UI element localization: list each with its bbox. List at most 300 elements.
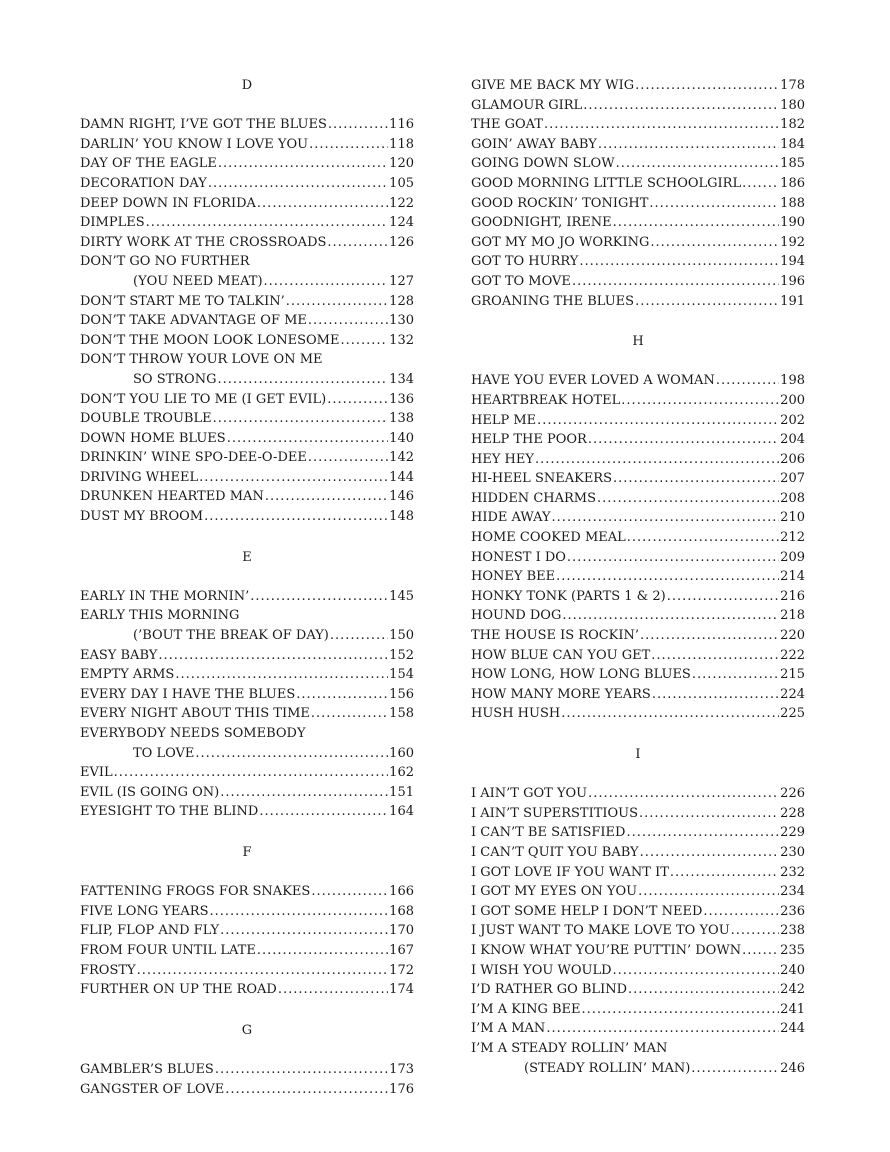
entry-title: FROM FOUR UNTIL LATE (80, 942, 256, 958)
entry-page-number: 128 (389, 293, 414, 309)
index-entry (471, 704, 805, 724)
dot-leader (217, 370, 388, 390)
index-entry (80, 783, 414, 803)
entry-title: I’M A STEADY ROLLIN’ MAN (471, 1040, 668, 1056)
section-letter-heading: I (635, 747, 641, 762)
index-entry (471, 450, 805, 470)
dot-leader (296, 685, 388, 705)
entry-page-number: 118 (389, 136, 414, 152)
entry-page-number: 215 (780, 667, 805, 683)
entry-title: DIRTY WORK AT THE CROSSROADS (80, 234, 327, 250)
entry-page-number: 142 (389, 450, 414, 466)
entry-title: GOIN’ AWAY BABY (471, 136, 597, 152)
dot-leader (556, 567, 779, 587)
index-section (471, 332, 805, 724)
dot-leader (691, 1059, 779, 1079)
entry-title: HUSH HUSH (471, 706, 561, 722)
index-entry-continuation (80, 272, 414, 292)
dot-leader (208, 174, 388, 194)
entry-title: GOT TO MOVE (471, 273, 571, 289)
index-entry (80, 409, 414, 429)
entry-title: DON’T TAKE ADVANTAGE OF ME (80, 313, 307, 329)
entry-page-number: 166 (389, 884, 414, 900)
index-entry (80, 961, 414, 981)
entry-page-number: 184 (780, 136, 805, 152)
entry-page-number: 164 (389, 804, 414, 820)
dot-leader (621, 391, 779, 411)
entry-page-number: 167 (389, 942, 414, 958)
entry-title: I CAN’T BE SATISFIED (471, 825, 626, 841)
dot-leader (635, 76, 779, 96)
index-entry (80, 154, 414, 174)
dot-leader (639, 804, 779, 824)
entry-title: DON’T YOU LIE TO ME (I GET EVIL) (80, 391, 327, 407)
entry-title: HIDDEN CHARMS (471, 490, 596, 506)
index-entry (80, 1080, 414, 1100)
index-entry (80, 174, 414, 194)
entry-title: EYESIGHT TO THE BLIND (80, 804, 259, 820)
index-entry (471, 1019, 805, 1039)
dot-leader (742, 941, 779, 961)
dot-leader (257, 941, 388, 961)
index-entry (80, 941, 414, 961)
entry-title: GOODNIGHT, IRENE (471, 215, 612, 231)
entry-title: TO LOVE (133, 745, 195, 761)
entry-page-number: 136 (389, 391, 414, 407)
entry-title: GAMBLER’S BLUES (80, 1061, 214, 1077)
entry-title: (’BOUT THE BREAK OF DAY) (133, 628, 329, 644)
index-entry (80, 233, 414, 253)
dot-leader (567, 548, 779, 568)
entry-title: GOT TO HURRY (471, 254, 579, 270)
dot-leader (158, 646, 388, 666)
entry-page-number: 192 (780, 234, 805, 250)
dot-leader (311, 704, 388, 724)
dot-leader (330, 626, 388, 646)
index-entry (80, 902, 414, 922)
entry-title: EMPTY ARMS (80, 667, 175, 683)
index-entry (471, 411, 805, 431)
entry-page-number: 216 (780, 588, 805, 604)
entry-title: GOING DOWN SLOW (471, 156, 615, 172)
dot-leader (731, 921, 780, 941)
entry-title: FROSTY (80, 962, 136, 978)
entry-page-number: 150 (389, 628, 414, 644)
entry-page-number: 132 (389, 332, 414, 348)
dot-leader (716, 371, 779, 391)
index-entry (80, 507, 414, 527)
entry-title: EVIL (IS GOING ON) (80, 784, 220, 800)
entry-title: GOOD ROCKIN’ TONIGHT (471, 195, 649, 211)
index-column-right (471, 76, 805, 1099)
entry-title: I GOT MY EYES ON YOU (471, 884, 638, 900)
entry-page-number: 140 (389, 430, 414, 446)
entry-page-number: 194 (780, 254, 805, 270)
entry-title: THE GOAT (471, 117, 544, 133)
entry-page-number: 144 (389, 469, 414, 485)
dot-leader (146, 213, 389, 233)
entry-title: HELP THE POOR (471, 432, 587, 448)
index-entry (471, 272, 805, 292)
dot-leader (546, 1019, 779, 1039)
index-entry (80, 331, 414, 351)
index-section (80, 548, 414, 822)
entry-title: HELP ME (471, 412, 537, 428)
dot-leader (213, 409, 389, 429)
entry-title: THE HOUSE IS ROCKIN’ (471, 628, 640, 644)
index-entry (471, 548, 805, 568)
dot-leader (598, 135, 779, 155)
entry-title: I’M A KING BEE (471, 1001, 581, 1017)
entry-page-number: 176 (389, 1081, 414, 1097)
entry-page-number: 124 (389, 215, 414, 231)
entry-title: HIDE AWAY (471, 510, 551, 526)
entry-page-number: 162 (389, 765, 414, 781)
entry-page-number: 236 (780, 903, 805, 919)
entry-title: GOOD MORNING LITTLE SCHOOLGIRL (471, 175, 742, 191)
entry-title: HONKY TONK (PARTS 1 & 2) (471, 588, 666, 604)
index-entry (80, 350, 414, 370)
dot-leader (535, 450, 779, 470)
entry-title: HEARTBREAK HOTEL (471, 392, 621, 408)
index-entry (80, 587, 414, 607)
entry-title: DAMN RIGHT, I’VE GOT THE BLUES (80, 117, 327, 133)
section-letter-heading: G (241, 1022, 253, 1038)
entry-page-number: 180 (780, 97, 805, 113)
index-entry (471, 135, 805, 155)
entry-title: HOW MANY MORE YEARS (471, 686, 651, 702)
entry-page-number: 234 (780, 884, 805, 900)
entry-title: I AIN’T SUPERSTITIOUS (471, 805, 639, 821)
entry-page-number: 224 (780, 686, 805, 702)
entry-page-number: 116 (389, 117, 414, 133)
index-section (80, 76, 414, 527)
index-entry (471, 252, 805, 272)
entry-title: GIVE ME BACK MY WIG (471, 78, 635, 93)
entry-title: I’D RATHER GO BLIND (471, 982, 627, 998)
entry-page-number: 151 (389, 784, 414, 800)
entry-title: DEEP DOWN IN FLORIDA (80, 195, 256, 211)
dot-leader (114, 763, 389, 783)
entry-page-number: 160 (389, 745, 414, 761)
index-entry (471, 174, 805, 194)
entry-title: HOUND DOG (471, 608, 562, 624)
index-entry (471, 646, 805, 666)
dot-leader (561, 704, 779, 724)
dot-leader (308, 311, 388, 331)
entry-page-number: 174 (389, 982, 414, 998)
entry-title: DIMPLES (80, 215, 145, 231)
index-entry (80, 704, 414, 724)
entry-title: EARLY IN THE MORNIN’ (80, 588, 250, 604)
index-column-left (80, 76, 414, 1120)
entry-title: DOUBLE TROUBLE (80, 411, 212, 427)
entry-page-number: 146 (389, 489, 414, 505)
entry-page-number: 235 (780, 942, 805, 958)
entry-title: HOW LONG, HOW LONG BLUES (471, 667, 691, 683)
dot-leader (582, 1000, 780, 1020)
entry-page-number: 218 (780, 608, 805, 624)
dot-leader (308, 448, 388, 468)
entry-title: EARLY THIS MORNING (80, 608, 240, 624)
entry-page-number: 230 (780, 844, 805, 860)
entry-title: FIVE LONG YEARS (80, 903, 209, 919)
entry-page-number: 240 (780, 962, 805, 978)
index-entry (471, 606, 805, 626)
entry-title: DECORATION DAY (80, 175, 207, 191)
entry-page-number: 191 (780, 293, 805, 309)
index-section (471, 745, 805, 1078)
entry-page-number: 156 (389, 686, 414, 702)
index-entry (471, 292, 805, 312)
dot-leader (588, 430, 779, 450)
index-entry (80, 802, 414, 822)
entry-page-number: 138 (389, 411, 414, 427)
entry-title: I GOT SOME HELP I DON’T NEED (471, 903, 703, 919)
entry-page-number: 202 (780, 412, 805, 428)
section-letter-heading: D (241, 78, 253, 93)
entry-page-number: 241 (780, 1001, 805, 1017)
index-entry (471, 843, 805, 863)
dot-leader (215, 1060, 388, 1080)
index-entry (80, 882, 414, 902)
dot-leader (220, 921, 388, 941)
dot-leader (552, 508, 780, 528)
entry-title: FURTHER ON UP THE ROAD (80, 982, 277, 998)
dot-leader (537, 411, 779, 431)
dot-leader (638, 882, 779, 902)
entry-title: HEY HEY (471, 451, 534, 467)
index-entry (471, 921, 805, 941)
dot-leader (635, 292, 779, 312)
dot-leader (650, 233, 779, 253)
entry-page-number: 105 (389, 175, 414, 191)
dot-leader (651, 646, 779, 666)
index-entry (471, 233, 805, 253)
dot-leader (613, 469, 779, 489)
entry-page-number: 210 (780, 510, 805, 526)
entry-page-number: 198 (780, 373, 805, 389)
index-entry-continuation (80, 744, 414, 764)
index-entry (471, 96, 805, 116)
section-letter-heading: H (632, 334, 644, 350)
index-entry (80, 390, 414, 410)
entry-page-number: 120 (389, 156, 414, 172)
index-entry (471, 508, 805, 528)
entry-page-number: 226 (780, 786, 805, 802)
dot-leader (309, 135, 388, 155)
entry-page-number: 182 (780, 117, 805, 133)
entry-title: I’M A MAN (471, 1021, 546, 1037)
dot-leader (627, 528, 779, 548)
dot-leader (572, 272, 779, 292)
dot-leader (286, 292, 388, 312)
dot-leader (670, 863, 779, 883)
entry-page-number: 126 (389, 234, 414, 250)
dot-leader (278, 980, 388, 1000)
dot-leader (227, 429, 388, 449)
dot-leader (640, 843, 780, 863)
dot-leader (640, 626, 779, 646)
entry-page-number: 154 (389, 667, 414, 683)
entry-page-number: 228 (780, 805, 805, 821)
entry-page-number: 186 (780, 175, 805, 191)
entry-page-number: 168 (389, 903, 414, 919)
index-entry (471, 665, 805, 685)
entry-title: GROANING THE BLUES (471, 293, 635, 309)
index-entry (80, 115, 414, 135)
dot-leader (340, 331, 388, 351)
entry-title: GANGSTER OF LOVE (80, 1081, 225, 1097)
entry-title: EASY BABY (80, 647, 158, 663)
index-entry (80, 980, 414, 1000)
entry-page-number: 178 (780, 78, 805, 93)
index-entry (471, 371, 805, 391)
entry-title: I KNOW WHAT YOU’RE PUTTIN’ DOWN (471, 942, 742, 958)
entry-title: DON’T THROW YOUR LOVE ON ME (80, 352, 323, 368)
entry-title: EVERY DAY I HAVE THE BLUES (80, 686, 296, 702)
entry-page-number: 232 (780, 864, 805, 880)
index-entry-continuation (471, 1059, 805, 1079)
dot-leader (583, 96, 779, 116)
index-entry (80, 468, 414, 488)
entry-title: FATTENING FROGS FOR SNAKES (80, 884, 311, 900)
entry-title: EVERYBODY NEEDS SOMEBODY (80, 726, 306, 741)
entry-page-number: 238 (780, 923, 805, 939)
entry-page-number: 190 (780, 215, 805, 231)
entry-title: HOW BLUE CAN YOU GET (471, 647, 651, 663)
index-entry (80, 487, 414, 507)
entry-page-number: 130 (389, 313, 414, 329)
index-entry (80, 429, 414, 449)
entry-page-number: 127 (389, 273, 414, 289)
dot-leader (257, 194, 388, 214)
dot-leader (264, 272, 389, 292)
index-entry-continuation (80, 626, 414, 646)
index-entry (80, 724, 414, 744)
entry-title: I JUST WANT TO MAKE LOVE TO YOU (471, 923, 730, 939)
dot-leader (613, 213, 780, 233)
dot-leader (616, 154, 780, 174)
dot-leader (225, 1080, 388, 1100)
entry-page-number: 214 (780, 569, 805, 585)
index-entry (471, 391, 805, 411)
entry-page-number: 158 (389, 706, 414, 722)
index-entry (471, 961, 805, 981)
entry-page-number: 148 (389, 509, 414, 525)
entry-page-number: 172 (389, 962, 414, 978)
dot-leader (628, 980, 779, 1000)
entry-title: GLAMOUR GIRL (471, 97, 583, 113)
dot-leader (265, 487, 388, 507)
dot-leader (218, 154, 388, 174)
entry-title: HONEST I DO (471, 549, 566, 565)
entry-title: DRIVING WHEEL (80, 469, 199, 485)
index-entry (471, 823, 805, 843)
index-entry (80, 135, 414, 155)
index-entry (80, 763, 414, 783)
index-entry-continuation (80, 370, 414, 390)
dot-leader (204, 507, 388, 527)
index-entry (471, 528, 805, 548)
dot-leader (250, 587, 388, 607)
index-entry (471, 863, 805, 883)
entry-title: I CAN’T QUIT YOU BABY (471, 844, 639, 860)
index-entry (471, 194, 805, 214)
entry-title: I GOT LOVE IF YOU WANT IT (471, 864, 669, 880)
section-letter-heading: F (242, 844, 252, 860)
dot-leader (311, 882, 388, 902)
entry-title: DON’T THE MOON LOOK LONESOME (80, 332, 340, 348)
index-entry (471, 685, 805, 705)
dot-leader (613, 961, 780, 981)
dot-leader (544, 115, 779, 135)
entry-page-number: 246 (780, 1060, 805, 1076)
entry-page-number: 122 (389, 195, 414, 211)
index-entry (80, 665, 414, 685)
dot-leader (649, 194, 779, 214)
index-entry (80, 606, 414, 626)
entry-title: EVIL (80, 765, 113, 781)
entry-title: DUST MY BROOM (80, 509, 204, 525)
index-entry (80, 685, 414, 705)
entry-page-number: 229 (780, 825, 805, 841)
entry-page-number: 134 (389, 371, 414, 387)
entry-page-number: 196 (780, 273, 805, 289)
dot-leader (210, 902, 389, 922)
index-entry (471, 626, 805, 646)
index-entry (471, 902, 805, 922)
entry-page-number: 173 (389, 1061, 414, 1077)
index-section (471, 76, 805, 311)
entry-title: (STEADY ROLLIN’ MAN) (524, 1060, 691, 1076)
dot-leader (220, 783, 388, 803)
index-entry (80, 292, 414, 312)
dot-leader (588, 784, 779, 804)
dot-leader (692, 665, 779, 685)
entry-title: DON’T START ME TO TALKIN’ (80, 293, 285, 309)
index-entry (471, 1039, 805, 1059)
entry-title: FLIP, FLOP AND FLY (80, 923, 220, 939)
entry-page-number: 209 (780, 549, 805, 565)
entry-title: DON’T GO NO FURTHER (80, 254, 250, 270)
index-section (80, 843, 414, 1000)
entry-title: DOWN HOME BLUES (80, 430, 226, 446)
index-entry (471, 882, 805, 902)
entry-page-number: 170 (389, 923, 414, 939)
entry-title: DRUNKEN HEARTED MAN (80, 489, 264, 505)
index-entry (80, 448, 414, 468)
entry-page-number: 244 (780, 1021, 805, 1037)
index-entry (80, 311, 414, 331)
dot-leader (327, 233, 388, 253)
entry-title: HONEY BEE (471, 569, 556, 585)
index-section (80, 1021, 414, 1099)
dot-leader (579, 252, 779, 272)
entry-title: SO STRONG (133, 371, 217, 387)
entry-page-number: 212 (780, 530, 805, 546)
entry-title: HI-HEEL SNEAKERS (471, 471, 613, 487)
index-entry (471, 430, 805, 450)
entry-title: HAVE YOU EVER LOVED A WOMAN (471, 373, 715, 389)
dot-leader (703, 902, 779, 922)
index-entry (80, 252, 414, 272)
index-entry (471, 784, 805, 804)
index-entry (80, 1060, 414, 1080)
entry-page-number: 152 (389, 647, 414, 663)
dot-leader (195, 744, 388, 764)
index-entry (471, 587, 805, 607)
